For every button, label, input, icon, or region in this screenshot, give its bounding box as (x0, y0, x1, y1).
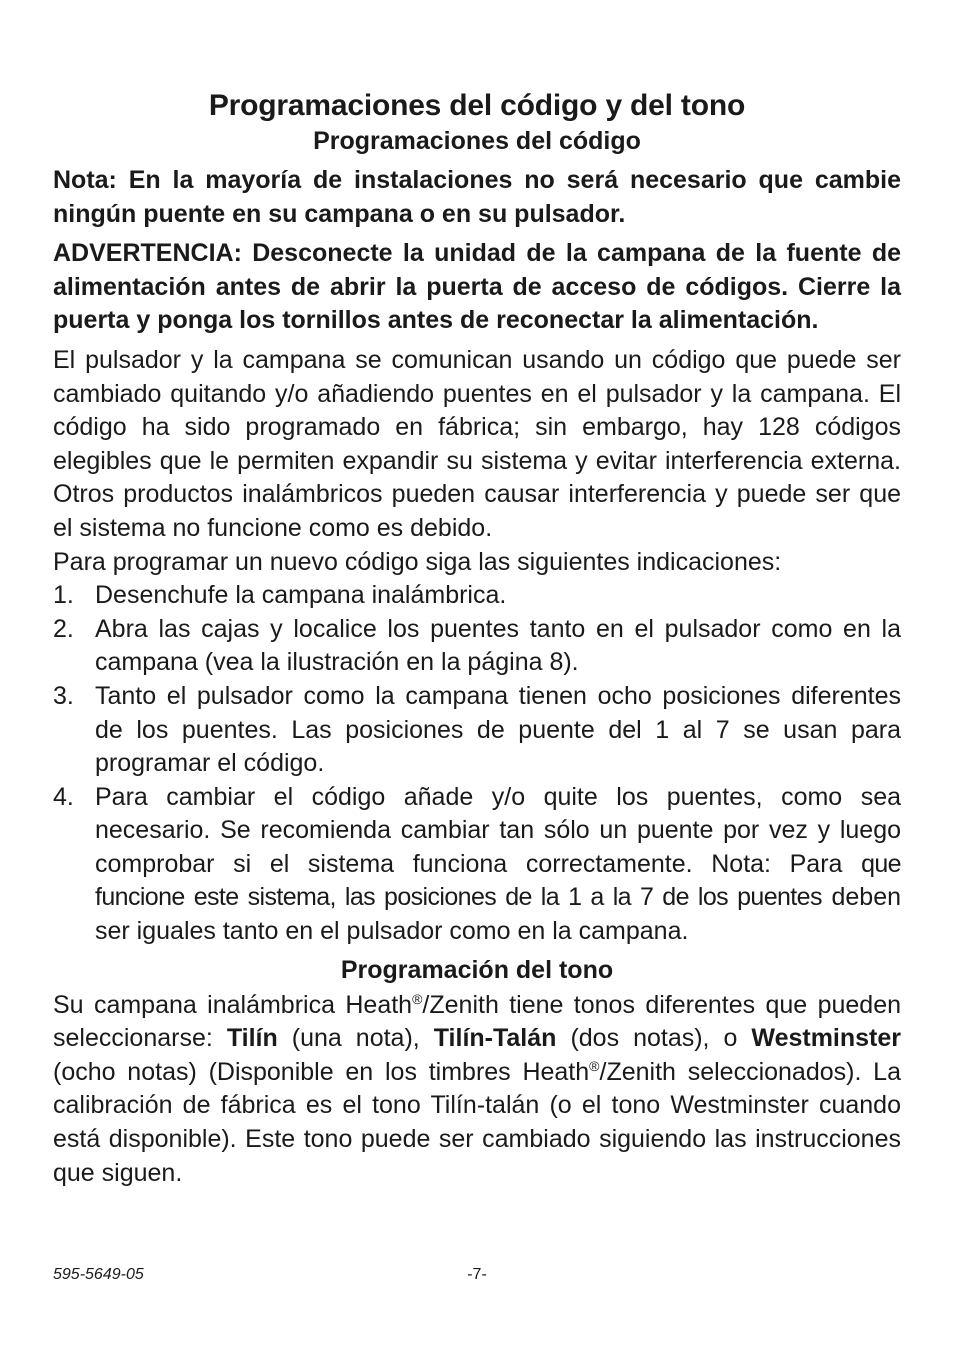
tone-name-tilin: Tilín (226, 1024, 278, 1053)
tone-text: (una nota), (277, 1024, 434, 1053)
list-item (53, 680, 901, 781)
list-item (53, 781, 901, 949)
step-number: 3. (53, 681, 74, 710)
tone-paragraph (53, 989, 901, 1191)
step-number: 1. (53, 581, 74, 610)
steps-list (53, 579, 901, 949)
page-title: Programaciones del código y del tono (208, 89, 746, 122)
step-text: Desenchufe la campana inalámbrica. (95, 581, 507, 610)
step-text: deben ser iguales tanto en el pulsador como en la campana. (95, 883, 902, 946)
document-code: 595-5649-05 (53, 1266, 144, 1283)
note-paragraph: Nota: En la mayoría de instalaciones no será necesario que cambie ningún puente en su campana o en su pulsador. (53, 166, 901, 228)
tone-text: Su campana inalámbrica Heath (53, 990, 413, 1019)
tone-name-westminster: Westminster (751, 1024, 902, 1053)
step-text: Tanto el pulsador como la campana tienen ocho posiciones diferentes de los puentes. Las posiciones de puente del 1 al 7 se usan para programar el código. (95, 681, 901, 778)
step-number: 2. (53, 614, 74, 643)
tone-text: (ocho notas) (Disponible en los timbres Heath (53, 1057, 590, 1086)
step-text: Para cambiar el código añade y/o quite los puentes, como sea necesario. Se recomienda cambiar tan sólo un puente por vez y luego comprobar si el sistema funciona correctamente. Nota: Para (95, 782, 901, 878)
list-item (53, 579, 901, 613)
registered-mark: ® (589, 1057, 600, 1074)
page-number: -7- (467, 1266, 487, 1283)
intro-paragraph: El pulsador y la campana se comunican usando un código que puede ser cambiado quitando y/o añadiendo puentes en el pulsador y la campana. El código ha sido programado en fábrica; sin embargo, hay 128 códigos elegibles que le permiten expandir su sistema y evitar interferencia externa. Otros productos inalámbricos pueden causar interferencia y puede ser que el sistema no funcione como es debido. (53, 345, 901, 542)
code-section-heading: Programaciones del código (313, 127, 641, 155)
registered-mark: ® (412, 990, 423, 1007)
step-text-condensed: que funcione este sistema, las posiciones de la 1 a la 7 de los puentes (95, 849, 901, 912)
tone-text: (dos notas), o (556, 1024, 752, 1053)
document-page (53, 88, 901, 1196)
tone-text: /Zenith seleccionados). La calibración de fábrica es el tono Tilín-talán (o el tono Westminster cuando está disponible). Este tono puede ser cambiado siguiendo las instrucciones que siguen. (53, 1057, 901, 1187)
tone-section-heading: Programación del tono (340, 955, 614, 984)
tone-text: /Zenith tiene tonos diferentes que pueden seleccionarse: (53, 990, 902, 1053)
tone-name-tilin-talan: Tilín-Talán (433, 1024, 557, 1053)
step-text: Abra las cajas y localice los puentes tanto en el pulsador como en la campana (vea la ilustración en la página 8). (95, 614, 901, 677)
steps-lead: Para programar un nuevo código siga las siguientes indicaciones: (53, 547, 782, 576)
list-item (53, 613, 901, 680)
warning-paragraph: ADVERTENCIA: Desconecte la unidad de la campana de la fuente de alimentación antes de abrir la puerta de acceso de códigos. Cierre la puerta y ponga los tornillos antes de reconectar la alimentación. (53, 239, 901, 335)
step-number: 4. (53, 782, 74, 811)
